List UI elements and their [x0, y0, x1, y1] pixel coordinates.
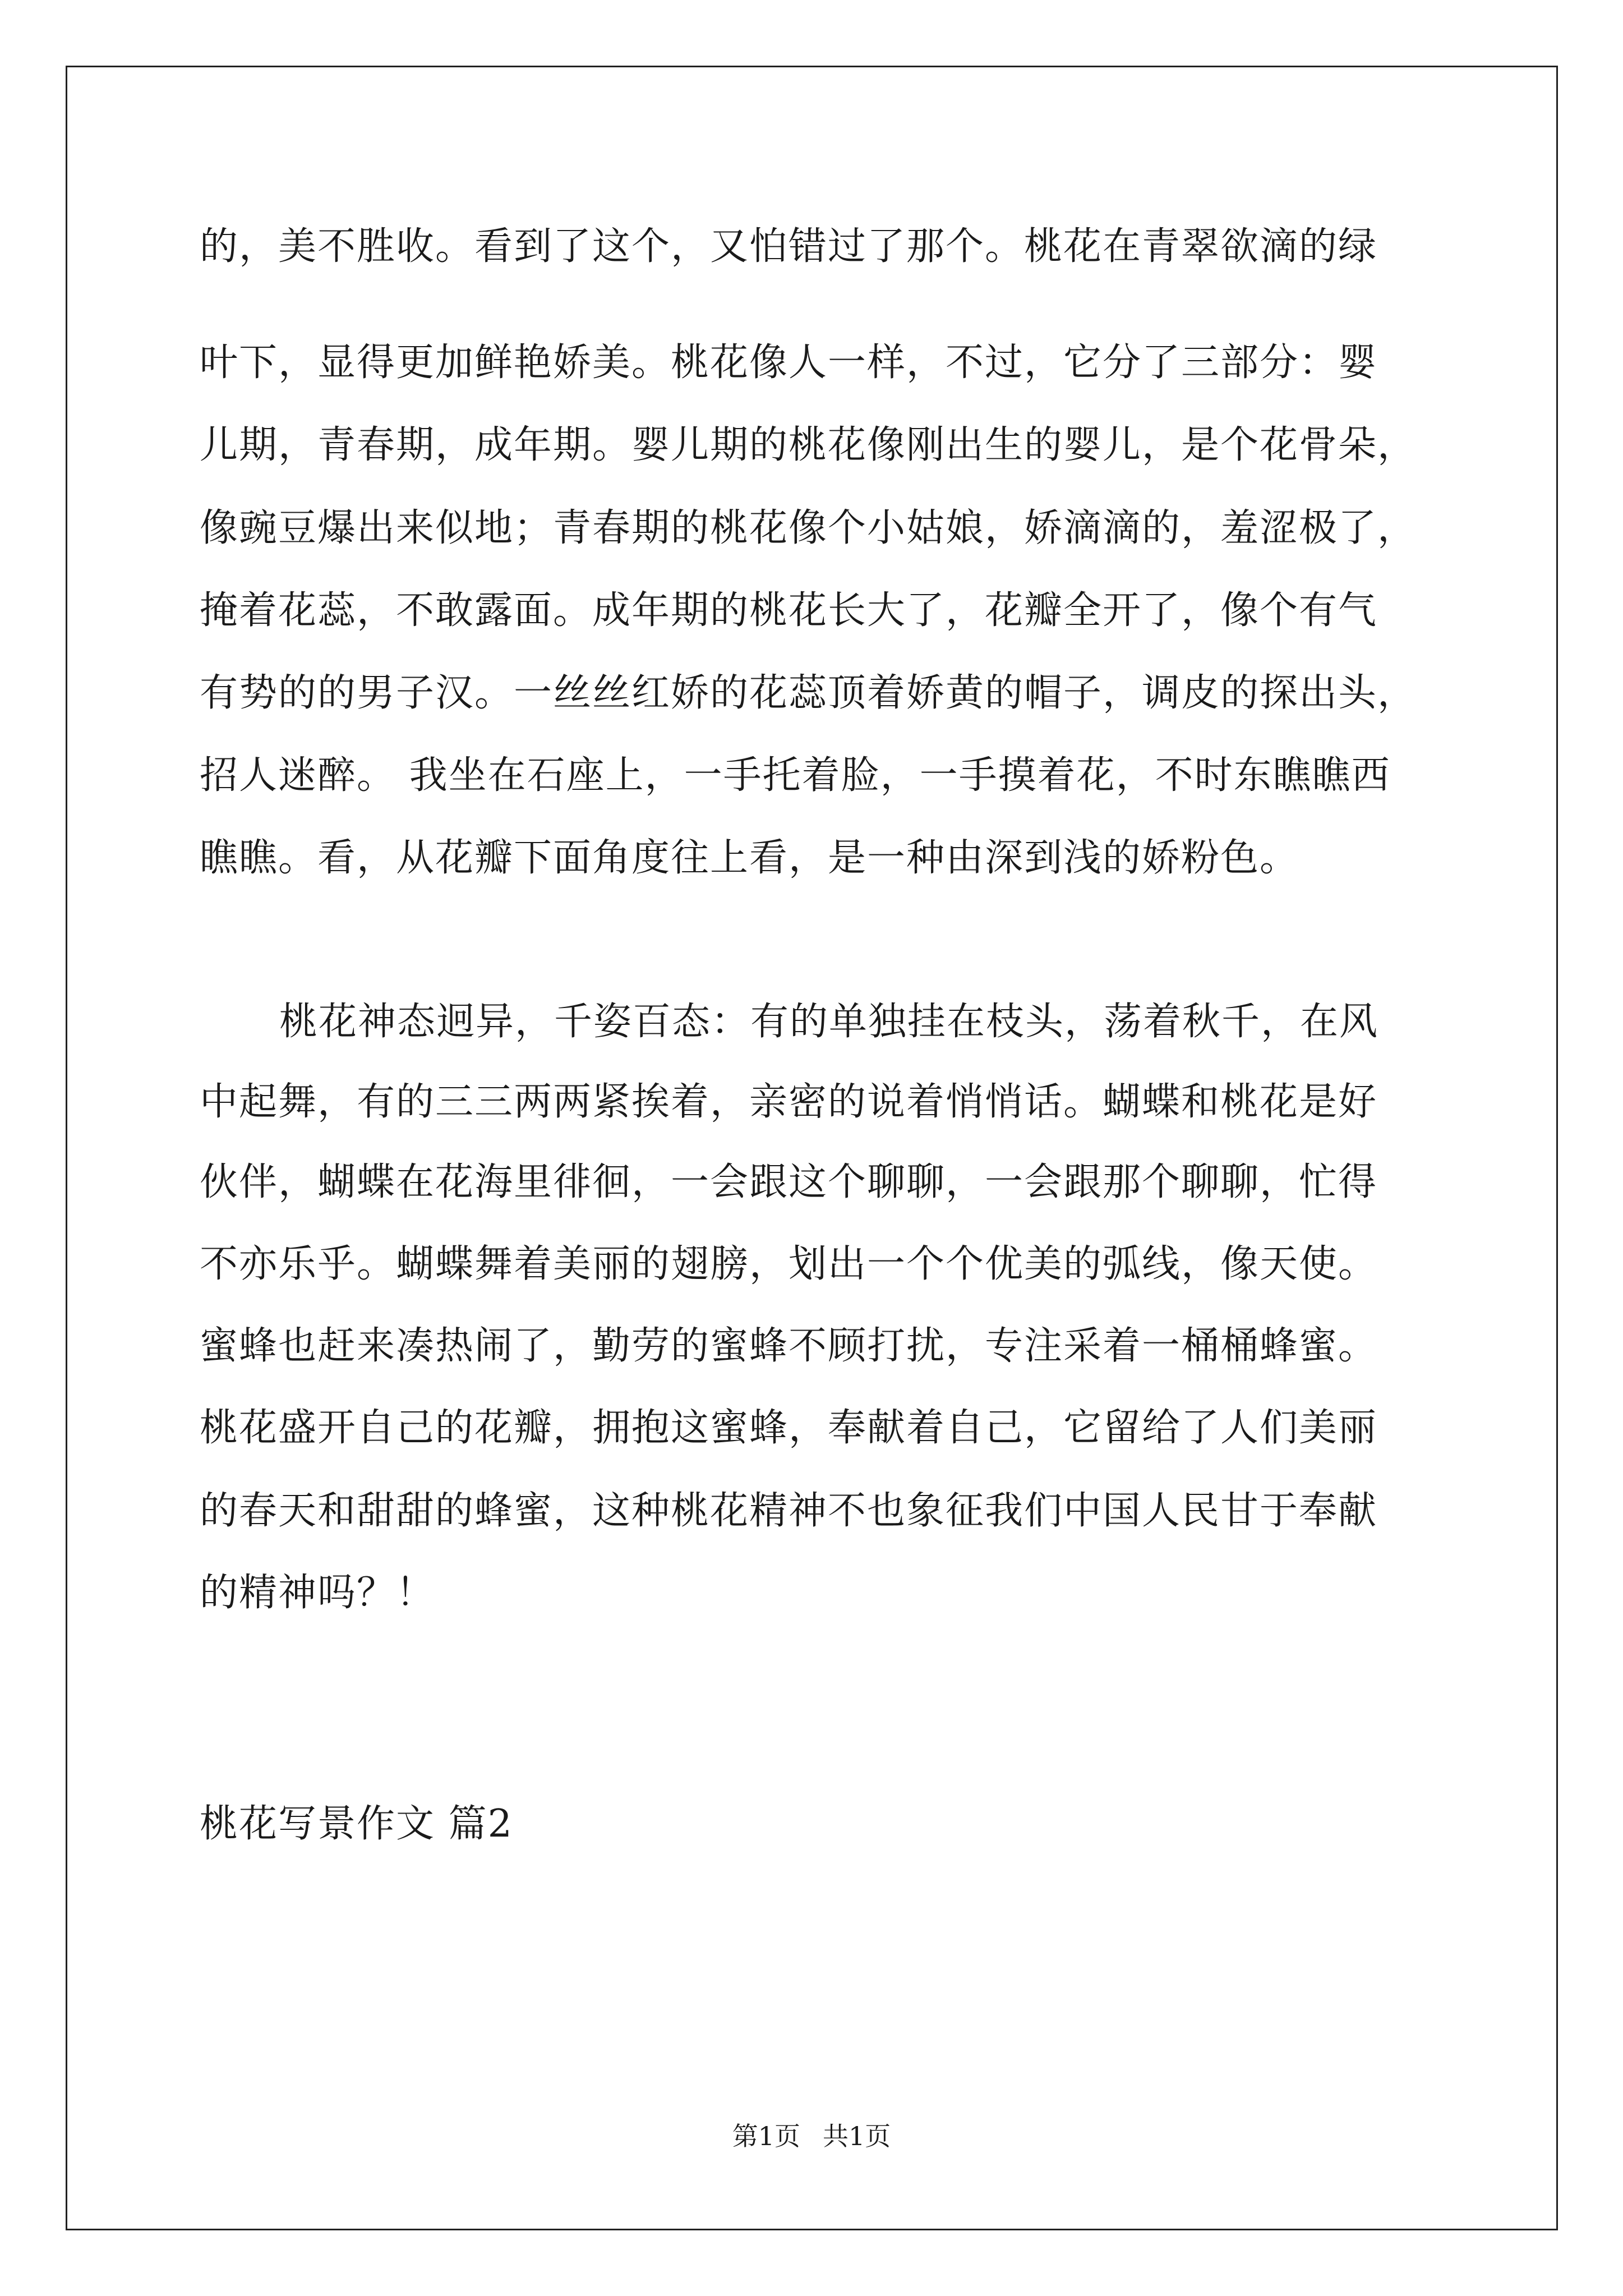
text-line: 中起舞，有的三三两两紧挨着，亲密的说着悄悄话。蝴蝶和桃花是好	[200, 1080, 1378, 1124]
text-line: 掩着花蕊，不敢露面。成年期的桃花长大了，花瓣全开了，像个有气	[200, 588, 1378, 633]
text-line: 招人迷醉。 我坐在石座上，一手托着脸，一手摸着花，不时东瞧瞧西	[200, 753, 1391, 798]
section-heading: 桃花写景作文 篇2	[200, 1802, 513, 1846]
page-number: 第1页	[732, 2121, 800, 2151]
text-line: 儿期，青春期，成年期。婴儿期的桃花像刚出生的婴儿，是个花骨朵，	[200, 423, 1417, 467]
text-line: 伙伴，蝴蝶在花海里徘徊，一会跟这个聊聊，一会跟那个聊聊，忙得	[200, 1160, 1378, 1204]
text-line: 瞧瞧。看，从花瓣下面角度往上看，是一种由深到浅的娇粉色。	[200, 836, 1299, 880]
text-line: 桃花盛开自己的花瓣，拥抱这蜜蜂，奉献着自己，它留给了人们美丽	[200, 1406, 1378, 1450]
text-line: 的精神吗？！	[200, 1571, 436, 1615]
text-line: 桃花神态迥异，千姿百态：有的单独挂在枝头，荡着秋千，在风	[279, 1000, 1379, 1044]
text-line: 的春天和甜甜的蜂蜜，这种桃花精神不也象征我们中国人民甘于奉献	[200, 1489, 1378, 1533]
text-line: 的，美不胜收。看到了这个，又怕错过了那个。桃花在青翠欲滴的绿	[200, 224, 1378, 269]
page-footer	[0, 2120, 1623, 2152]
text-line: 叶下，显得更加鲜艳娇美。桃花像人一样，不过，它分了三部分：婴	[200, 341, 1378, 385]
text-line: 不亦乐乎。蝴蝶舞着美丽的翅膀，划出一个个优美的弧线，像天使。	[200, 1242, 1378, 1286]
text-line: 有势的的男子汉。一丝丝红娇的花蕊顶着娇黄的帽子，调皮的探出头，	[200, 671, 1417, 715]
page-total: 共1页	[823, 2121, 891, 2151]
text-line: 像豌豆爆出来似地；青春期的桃花像个小姑娘，娇滴滴的，羞涩极了，	[200, 506, 1417, 550]
page-frame	[66, 66, 1558, 2230]
text-line: 蜜蜂也赶来凑热闹了，勤劳的蜜蜂不顾打扰，专注采着一桶桶蜂蜜。	[200, 1324, 1378, 1368]
